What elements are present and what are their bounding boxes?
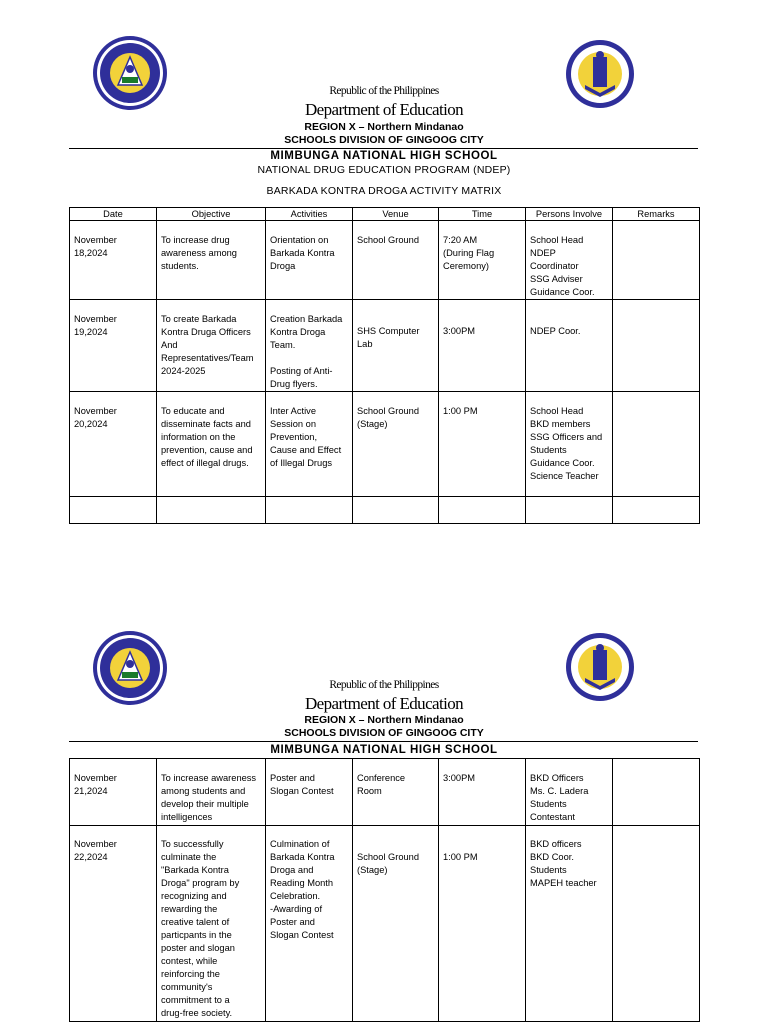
region-line: REGION X – Northern Mindanao (304, 714, 464, 726)
table-header-row (70, 208, 700, 221)
cell-date: November 21,2024 (70, 759, 157, 826)
cell-persons: School Head BKD members SSG Officers and Students Guidance Coor. Science Teacher (526, 392, 613, 497)
table-row (70, 759, 700, 826)
cell-persons: NDEP Coor. (526, 300, 613, 392)
cell-time (439, 497, 526, 524)
cell-venue: School Ground (353, 221, 439, 300)
column-header-persons: Persons Involve (526, 208, 613, 221)
column-header-time: Time (439, 208, 526, 221)
column-header-activities: Activities (266, 208, 353, 221)
school-name: MIMBUNGA NATIONAL HIGH SCHOOL (270, 150, 498, 162)
division-line: SCHOOLS DIVISION OF GINGOOG CITY (284, 134, 484, 146)
republic-line: Republic of the Philippines (329, 679, 439, 691)
program-name: NATIONAL DRUG EDUCATION PROGRAM (NDEP) (257, 164, 511, 176)
cell-objective (157, 497, 266, 524)
cell-time: 7:20 AM (During Flag Ceremony) (439, 221, 526, 300)
cell-activities: Orientation on Barkada Kontra Droga (266, 221, 353, 300)
cell-remarks (613, 300, 700, 392)
cell-venue (353, 497, 439, 524)
column-header-date: Date (70, 208, 157, 221)
header-divider (69, 148, 698, 149)
cell-remarks (613, 826, 700, 1022)
cell-date: November 19,2024 (70, 300, 157, 392)
cell-time: 1:00 PM (439, 826, 526, 1022)
cell-objective: To increase awareness among students and develop their multiple intelligences (157, 759, 266, 826)
table-row (70, 826, 700, 1022)
cell-objective: To educate and disseminate facts and information on the prevention, cause and effect of illegal drugs. (157, 392, 266, 497)
department-title: Department of Education (304, 100, 464, 119)
activity-matrix-table (69, 207, 700, 524)
cell-time: 3:00PM (439, 300, 526, 392)
table-row-empty (70, 497, 700, 524)
cell-activities: Culmination of Barkada Kontra Droga and Reading Month Celebration. -Awarding of Poster and Slogan Contest (266, 826, 353, 1022)
cell-objective: To successfully culminate the "Barkada Kontra Droga" program by recognizing and rewarding the creative talent of particpants in the poster and slogan contest, while reinforcing the community's commitment to a drug-free society. (157, 826, 266, 1022)
cell-venue: SHS Computer Lab (353, 300, 439, 392)
cell-objective: To create Barkada Kontra Druga Officers And Representatives/Team 2024-2025 (157, 300, 266, 392)
deped-seal-logo (565, 632, 635, 702)
region-line: REGION X – Northern Mindanao (304, 121, 464, 133)
header-divider (69, 741, 698, 742)
table-row (70, 300, 700, 392)
deped-seal-logo (565, 39, 635, 109)
cell-venue: School Ground (Stage) (353, 826, 439, 1022)
cell-persons: BKD officers BKD Coor. Students MAPEH teacher (526, 826, 613, 1022)
table-row (70, 221, 700, 300)
cell-remarks (613, 497, 700, 524)
cell-activities: Poster and Slogan Contest (266, 759, 353, 826)
cell-persons (526, 497, 613, 524)
republic-line: Republic of the Philippines (329, 85, 439, 97)
cell-time: 3:00PM (439, 759, 526, 826)
matrix-title: BARKADA KONTRA DROGA ACTIVITY MATRIX (266, 185, 502, 197)
cell-activities (266, 497, 353, 524)
column-header-objective: Objective (157, 208, 266, 221)
cell-date: November 20,2024 (70, 392, 157, 497)
division-line: SCHOOLS DIVISION OF GINGOOG CITY (284, 727, 484, 739)
school-name: MIMBUNGA NATIONAL HIGH SCHOOL (270, 744, 498, 756)
cell-persons: BKD Officers Ms. C. Ladera Students Contestant (526, 759, 613, 826)
cell-venue: School Ground (Stage) (353, 392, 439, 497)
cell-date (70, 497, 157, 524)
cell-venue: Conference Room (353, 759, 439, 826)
cell-remarks (613, 392, 700, 497)
activity-matrix-table-continued (69, 758, 700, 1022)
cell-activities: Inter Active Session on Prevention, Cause and Effect of Illegal Drugs (266, 392, 353, 497)
cell-persons: School Head NDEP Coordinator SSG Adviser Guidance Coor. (526, 221, 613, 300)
cell-time: 1:00 PM (439, 392, 526, 497)
cell-date: November 18,2024 (70, 221, 157, 300)
cell-remarks (613, 221, 700, 300)
column-header-remarks: Remarks (613, 208, 700, 221)
department-title: Department of Education (304, 694, 464, 713)
cell-activities: Creation Barkada Kontra Droga Team. Posting of Anti- Drug flyers. (266, 300, 353, 392)
cell-objective: To increase drug awareness among students. (157, 221, 266, 300)
cell-remarks (613, 759, 700, 826)
table-row (70, 392, 700, 497)
cell-date: November 22,2024 (70, 826, 157, 1022)
column-header-venue: Venue (353, 208, 439, 221)
